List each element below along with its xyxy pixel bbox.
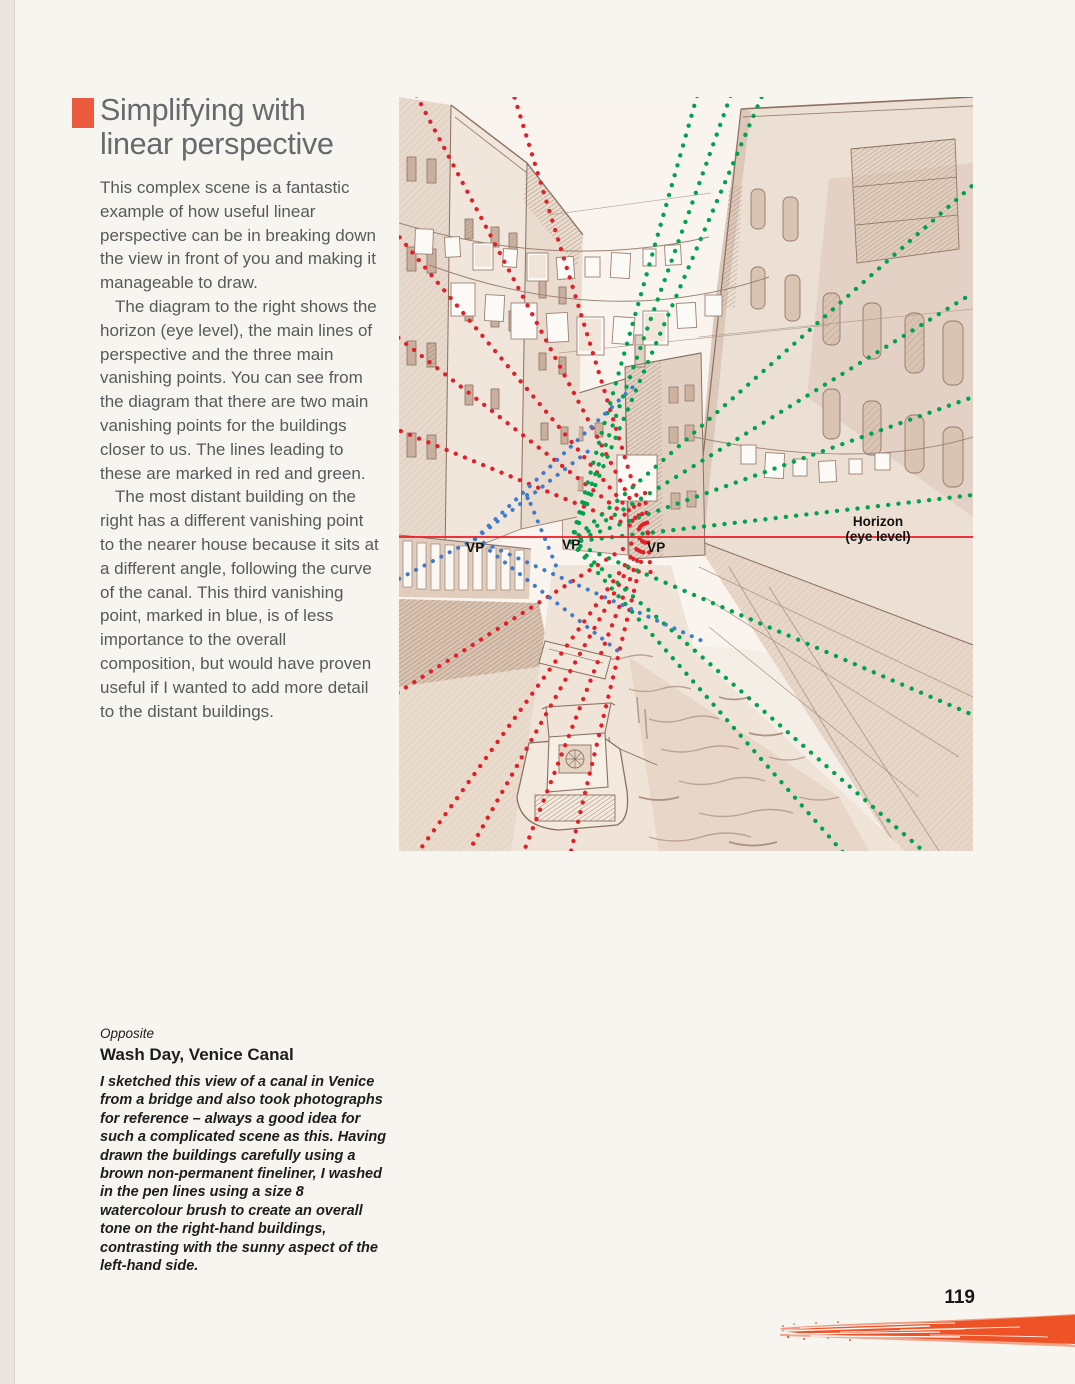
caption-title: Wash Day, Venice Canal xyxy=(100,1045,294,1064)
brush-stroke-decoration xyxy=(780,1311,1075,1349)
section-accent-square xyxy=(72,98,94,128)
page-number: 119 xyxy=(944,1287,975,1308)
page-title-line2: linear perspective xyxy=(100,127,334,161)
page-binding-edge xyxy=(0,0,15,1384)
caption-body: I sketched this view of a canal in Venice from a bridge and also took photographs for reference – always a good idea for such a complicated scene as this. Having drawn the buildings carefully using a brown non-permanent fineliner, I washed in the pen lines using a size 8 watercolour brush to create an overall tone on the right-hand buildings, contrasting with the sunny aspect of the left-hand side. xyxy=(100,1074,387,1275)
page-title-line1: Simplifying with xyxy=(100,93,306,127)
vanishing-point-label-right: VP xyxy=(647,540,666,555)
vanishing-point-label-left: VP xyxy=(466,540,485,555)
body-paragraph: The diagram to the right shows the horizon (eye level), the main lines of perspective and the three main vanishing points. You can see from the diagram that there are two main vanishing points for the buildings closer to us. The lines leading to these are marked in red and green. xyxy=(100,296,377,483)
caption-kicker: Opposite xyxy=(100,1026,155,1041)
body-paragraph: This complex scene is a fantastic example of how useful linear perspective can be in breaking down the view in front of you and making it manageable to draw. xyxy=(100,178,376,293)
horizon-label-line2: (eye level) xyxy=(845,528,911,544)
horizon-label xyxy=(812,515,944,544)
vanishing-point-label-middle: VP xyxy=(562,537,581,552)
body-text-column xyxy=(100,176,380,723)
venice-canal-sketch xyxy=(399,97,973,851)
horizon-label-line1: Horizon xyxy=(852,514,904,529)
perspective-diagram xyxy=(399,97,973,851)
page-title xyxy=(100,93,420,161)
figure-caption xyxy=(100,1026,388,1275)
body-paragraph: The most distant building on the right has a different vanishing point to the nearer house because it sits at a different angle, following the curve of the canal. This third vanishing point, marked in blue, is of less importance to the overall composition, but would have proven useful if I wanted to add more detail to the distant buildings. xyxy=(100,487,379,721)
